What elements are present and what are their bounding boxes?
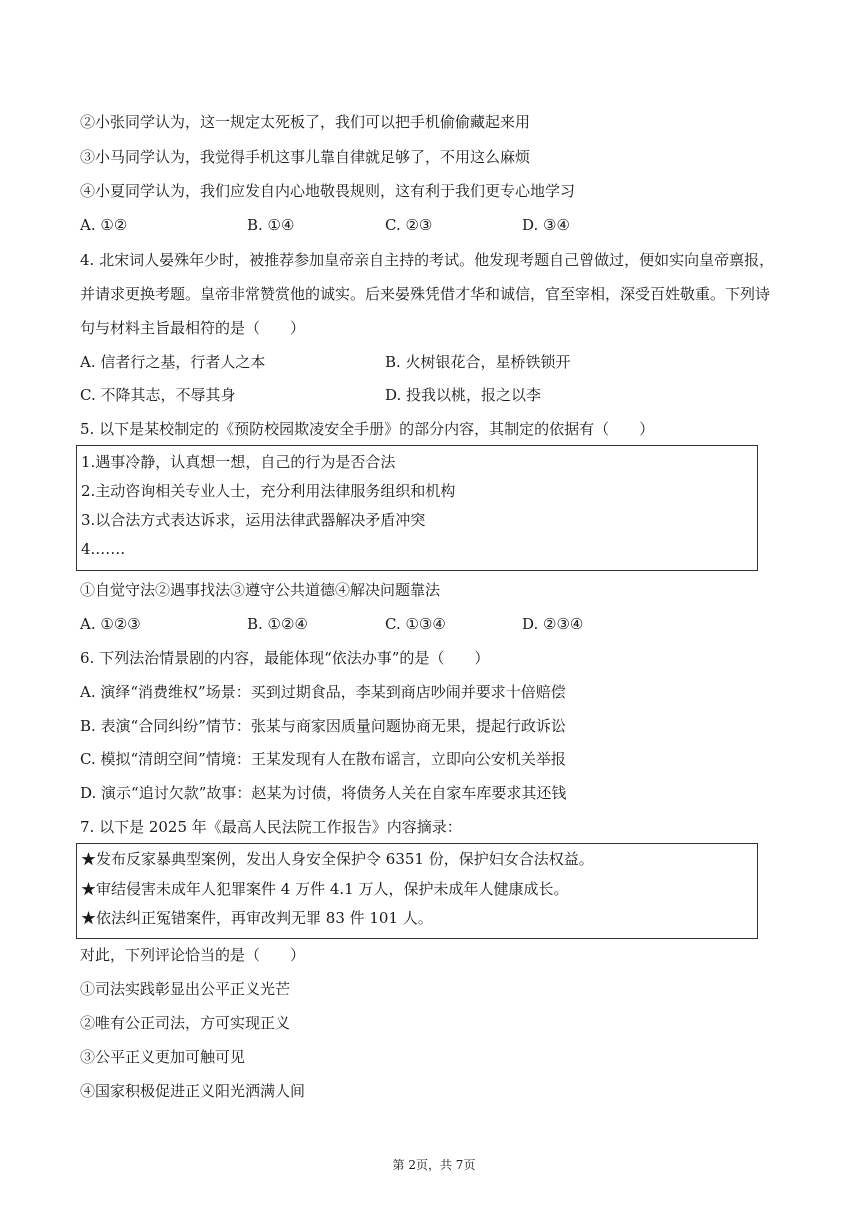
q5-option-d: D. ②③④ xyxy=(522,615,584,633)
q5-option-b: B. ①②④ xyxy=(247,615,308,633)
q4-option-c: C. 不降其志，不辱其身 xyxy=(80,386,236,404)
q5-statements: ①自觉守法②遇事找法③遵守公共道德④解决问题靠法 xyxy=(80,581,441,599)
page-number-footer: 第 2页，共 7页 xyxy=(392,1158,476,1172)
q7-prompt: 对此，下列评论恰当的是（ ） xyxy=(80,946,306,964)
q7-material-box xyxy=(76,843,758,939)
q7-statement-4: ④国家积极促进正义阳光洒满人间 xyxy=(80,1082,306,1100)
q3-statement-3: ③小马同学认为，我觉得手机这事儿靠自律就足够了，不用这么麻烦 xyxy=(80,148,531,166)
q7-box-line-1: ★发布反家暴典型案例，发出人身安全保护令 6351 份，保护妇女合法权益。 xyxy=(81,850,594,868)
q3-option-a: A. ①② xyxy=(80,216,128,234)
q4-option-d: D. 投我以桃，报之以李 xyxy=(385,386,542,404)
q5-box-line-4: 4.…… xyxy=(81,540,126,558)
q6-option-d: D. 演示“追讨欠款”故事：赵某为讨债，将债务人关在自家车库要求其还钱 xyxy=(80,784,567,802)
q7-box-line-3: ★依法纠正冤错案件，再审改判无罪 83 件 101 人。 xyxy=(81,909,433,927)
q5-option-a: A. ①②③ xyxy=(80,615,141,633)
q3-option-b: B. ①④ xyxy=(247,216,295,234)
q7-statement-3: ③公平正义更加可触可见 xyxy=(80,1048,246,1066)
q3-option-d: D. ③④ xyxy=(522,216,570,234)
q6-option-b: B. 表演“合同纠纷”情节：张某与商家因质量问题协商无果，提起行政诉讼 xyxy=(80,717,566,735)
q4-stem-line-2: 并请求更换考题。皇帝非常赞赏他的诚实。后来晏殊凭借才华和诚信，官至宰相，深受百姓敬重。下列诗 xyxy=(80,285,771,303)
q6-stem: 6. 下列法治情景剧的内容，最能体现“依法办事”的是（ ） xyxy=(80,649,490,667)
q7-statement-1: ①司法实践彰显出公平正义光芒 xyxy=(80,980,291,998)
q4-option-a: A. 信者行之基，行者人之本 xyxy=(80,353,266,371)
q5-option-c: C. ①③④ xyxy=(385,615,446,633)
q3-statement-2: ②小张同学认为，这一规定太死板了，我们可以把手机偷偷藏起来用 xyxy=(80,113,531,131)
q7-statement-2: ②唯有公正司法，方可实现正义 xyxy=(80,1014,291,1032)
q4-stem-line-3: 句与材料主旨最相符的是（ ） xyxy=(80,319,306,337)
q3-option-c: C. ②③ xyxy=(385,216,433,234)
q3-statement-4: ④小夏同学认为，我们应发自内心地敬畏规则，这有利于我们更专心地学习 xyxy=(80,182,576,200)
q6-option-a: A. 演绎“消费维权”场景：买到过期食品，李某到商店吵闹并要求十倍赔偿 xyxy=(80,683,566,701)
q4-stem-line-1: 4. 北宋词人晏殊年少时，被推荐参加皇帝亲自主持的考试。他发现考题自己曾做过，便如实向皇帝禀报， xyxy=(80,251,775,269)
q5-box-line-2: 2.主动咨询相关专业人士，充分利用法律服务组织和机构 xyxy=(81,482,456,500)
q5-box-line-1: 1.遇事冷静，认真想一想，自己的行为是否合法 xyxy=(81,453,396,471)
q5-stem: 5. 以下是某校制定的《预防校园欺凌安全手册》的部分内容，其制定的依据有（ ） xyxy=(80,420,655,438)
q6-option-c: C. 模拟“清朗空间”情境：王某发现有人在散布谣言，立即向公安机关举报 xyxy=(80,750,566,768)
q7-box-line-2: ★审结侵害未成年人犯罪案件 4 万件 4.1 万人，保护未成年人健康成长。 xyxy=(81,880,569,898)
q7-stem: 7. 以下是 2025 年《最高人民法院工作报告》内容摘录： xyxy=(80,818,462,836)
q4-option-b: B. 火树银花合，星桥铁锁开 xyxy=(385,353,571,371)
q5-box-line-3: 3.以合法方式表达诉求，运用法律武器解决矛盾冲突 xyxy=(81,511,426,529)
q5-material-box xyxy=(76,445,758,571)
